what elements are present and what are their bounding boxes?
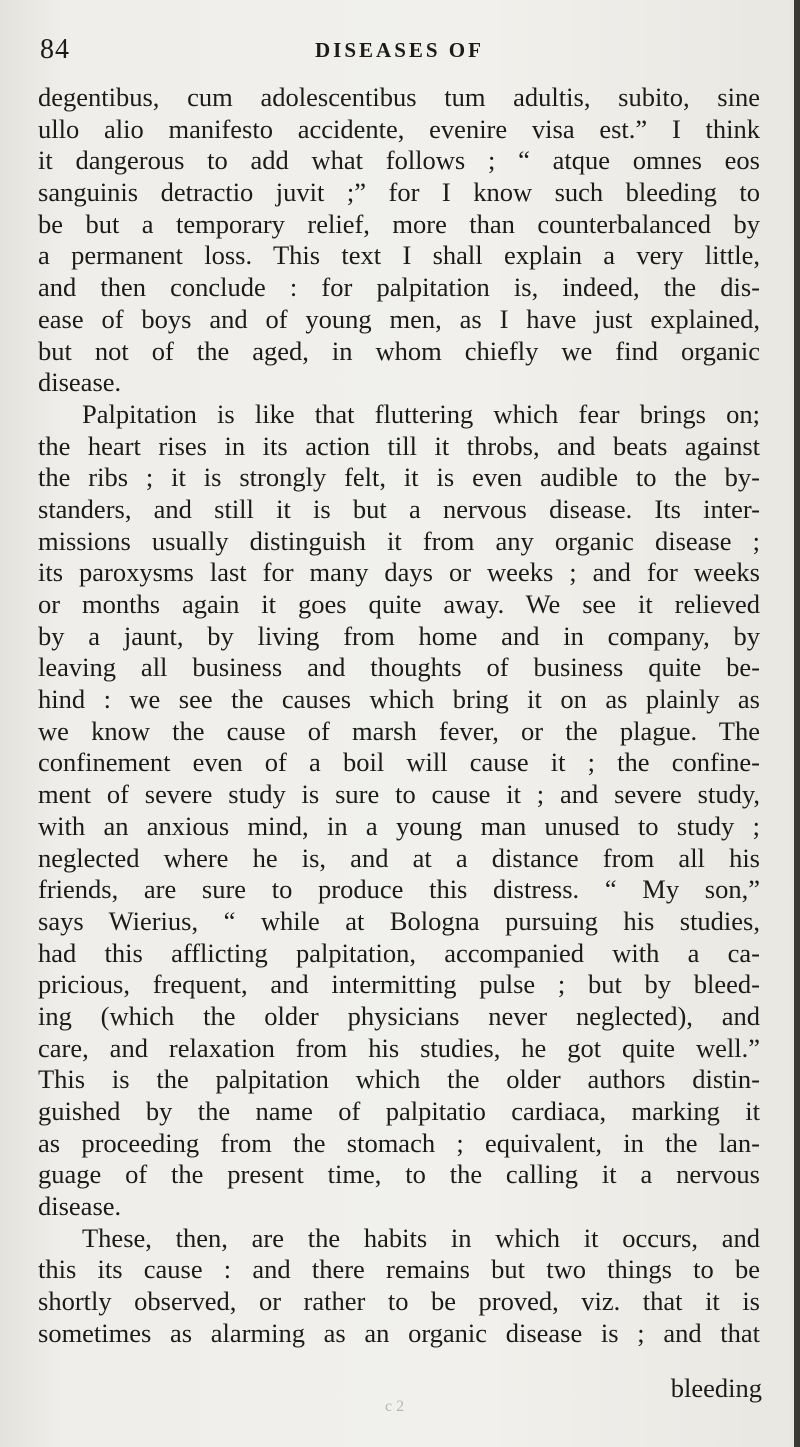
catchword: bleeding	[670, 1373, 762, 1403]
text-line: ullo alio manifesto accidente, evenire visa est.” I think	[38, 113, 760, 144]
running-head: DISEASES OF	[315, 38, 484, 62]
text-line: the ribs ; it is strongly felt, it is even audible to the by-	[38, 462, 760, 493]
text-line: degentibus, cum adolescentibus tum adultis, subito, sine	[38, 82, 760, 112]
text-line: the heart rises in its action till it throbs, and beats against	[38, 430, 760, 461]
text-line: with an anxious mind, in a young man unused to study ;	[38, 810, 760, 841]
page-number: 84	[40, 34, 70, 65]
paragraph-start-line: Palpitation is like that fluttering which fear brings on;	[82, 398, 760, 429]
text-line: sanguinis detractio juvit ;” for I know such bleeding to	[38, 177, 760, 208]
text-line: guage of the present time, to the calling it a nervous	[38, 1159, 760, 1190]
text-line: neglected where he is, and at a distance from all his	[38, 842, 760, 873]
text-line: we know the cause of marsh fever, or the plague. The	[38, 715, 760, 746]
text-line: its paroxysms last for many days or weeks ; and for weeks	[38, 557, 760, 588]
text-line: ment of severe study is sure to cause it ; and severe study,	[38, 779, 760, 810]
text-line: this its cause : and there remains but two things to be	[38, 1254, 760, 1285]
text-line: standers, and still it is but a nervous disease. Its inter-	[38, 493, 760, 524]
paragraph-end-line: disease.	[38, 367, 122, 398]
text-line: missions usually distinguish it from any organic disease ;	[38, 525, 760, 556]
text-line: had this afflicting palpitation, accompanied with a ca-	[38, 937, 760, 968]
text-line: by a jaunt, by living from home and in company, by	[38, 620, 760, 651]
text-line: as proceeding from the stomach ; equivalent, in the lan-	[38, 1127, 760, 1158]
text-line: a permanent loss. This text I shall explain a very little,	[38, 240, 760, 271]
text-line: says Wierius, “ while at Bologna pursuing his studies,	[38, 905, 760, 936]
text-line: ing (which the older physicians never neglected), and	[38, 1000, 760, 1031]
text-line: leaving all business and thoughts of business quite be-	[38, 652, 760, 683]
text-line: sometimes as alarming as an organic disease is ; and that	[38, 1317, 760, 1348]
text-line: and then conclude : for palpitation is, indeed, the dis-	[38, 272, 760, 303]
text-line: hind : we see the causes which bring it on as plainly as	[38, 684, 760, 715]
text-line: This is the palpitation which the older authors distin-	[38, 1064, 760, 1095]
page-header	[40, 30, 760, 70]
paragraph-start-line: These, then, are the habits in which it occurs, and	[82, 1222, 760, 1253]
text-line: it dangerous to add what follows ; “ atque omnes eos	[38, 145, 760, 176]
text-line: ease of boys and of young men, as I have just explained,	[38, 303, 760, 334]
text-line: but not of the aged, in whom chiefly we find organic	[38, 335, 760, 366]
text-line: be but a temporary relief, more than counterbalanced by	[38, 208, 760, 239]
text-line: confinement even of a boil will cause it ; the confine-	[38, 747, 760, 778]
paragraph-end-line: disease.	[38, 1191, 122, 1222]
text-body	[38, 82, 760, 1350]
text-line: friends, are sure to produce this distress. “ My son,”	[38, 874, 760, 905]
text-line: or months again it goes quite away. We see it relieved	[38, 589, 760, 619]
text-line: shortly observed, or rather to be proved, viz. that it is	[38, 1286, 760, 1317]
text-line: care, and relaxation from his studies, he got quite well.”	[38, 1032, 760, 1063]
text-line: pricious, frequent, and intermitting pulse ; but by bleed-	[38, 969, 760, 1000]
text-line: guished by the name of palpitatio cardiaca, marking it	[38, 1096, 760, 1126]
signature-mark: c 2	[385, 1398, 405, 1415]
